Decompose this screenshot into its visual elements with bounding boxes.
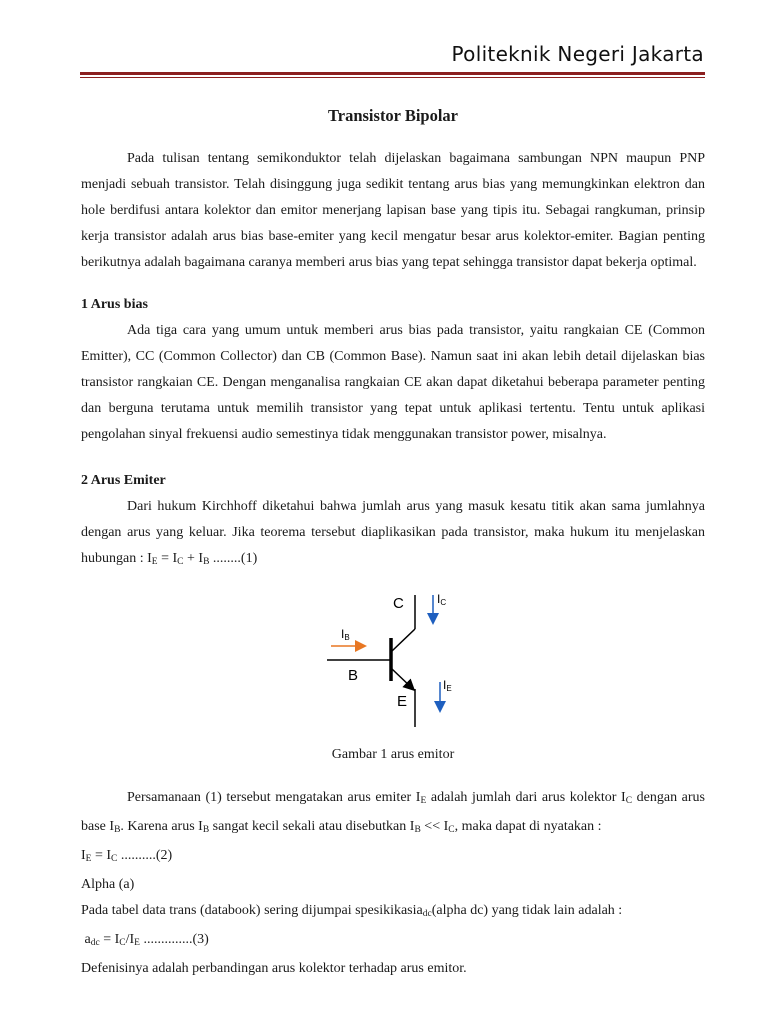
section2-paragraph [81, 494, 705, 575]
section2-text: Dari hukum Kirchhoff diketahui bahwa jumlah arus yang masuk kesatu titik akan sama jumlahnya dengan arus yang keluar. Jika teorema tersebut diaplikasikan pada transistor, maka hukum itu menjelaskan hubungan : [81, 499, 705, 566]
document-body [81, 106, 705, 982]
header-rule-thick [80, 72, 705, 75]
label-ib: IB [341, 627, 350, 642]
eq2: $I_E = I_C$ ..........(2) [81, 848, 173, 864]
label-ie: IE [443, 678, 452, 693]
spacer [81, 276, 705, 292]
header-institution: Politeknik Negeri Jakarta [451, 42, 704, 66]
eq1: $I_E = I_C + I_B$ [147, 551, 210, 567]
alpha-paragraph: Pada tabel data trans (databook) sering dijumpai spesikikasia$_{dc}$(alpha dc) yang tidak lain adalah : [81, 903, 623, 919]
npn-transistor-diagram [321, 589, 541, 734]
figure-caption: Gambar 1 arus emitor [331, 747, 455, 762]
label-e: E [397, 693, 408, 710]
eq3: $a_{dc} = I_C/I_E$ ..............(3) [81, 932, 209, 948]
section1-paragraph: Ada tiga cara yang umum untuk memberi arus bias pada transistor, yaitu rangkaian CE (Common Emitter), CC (Common Collector) dan CB (Common Base). Namun saat ini akan lebih detail dijelaskan bias transistor rangkaian CE. Dengan menganalisa rangkaian CE akan dapat diketahui beberapa parameter penting dan berguna terutama untuk memilih transistor yang tepat untuk aplikasi tertentu. Tentu untuk aplikasi pengolahan sinyal frekuensi audio semestinya tidak menggunakan transistor power, misalnya. [81, 323, 705, 442]
emitter-arrow [392, 669, 413, 689]
spacer [81, 765, 705, 785]
definition-paragraph: Defenisinya adalah perbandingan arus kolektor terhadap arus emitor. [81, 961, 467, 976]
transistor-figure [81, 589, 705, 739]
eq-sub: C [177, 557, 184, 567]
eq-sub: B [203, 557, 210, 567]
section1-heading: 1 Arus bias [81, 297, 148, 312]
label-c: C [393, 595, 404, 612]
spacer [81, 448, 705, 468]
eq-sub: E [151, 557, 158, 567]
section2-heading: 2 Arus Emiter [81, 473, 166, 488]
label-b: B [348, 667, 359, 684]
document-title: Transistor Bipolar [327, 106, 459, 125]
label-ic: IC [437, 592, 447, 607]
eq1-number: ........(1) [209, 551, 258, 566]
alpha-heading: Alpha (a) [81, 877, 135, 892]
intro-paragraph: Pada tulisan tentang semikonduktor telah dijelaskan bagaimana sambungan NPN maupun PNP menjadi sebuah transistor. Telah disinggung juga sedikit tentang arus bias yang memungkinkan elektron dan hole berdifusi antara kolektor dan emitor menerjang lapisan base yang tipis itu. Sebagai rangkuman, prinsip kerja transistor adalah arus bias base-emiter yang kecil mengatur besar arus kolektor-emiter. Bagian penting berikutnya adalah bagaimana caranya memberi arus bias yang tepat sehingga transistor dapat bekerja optimal. [81, 151, 705, 270]
collector-junction [392, 629, 415, 651]
header-rule-thin [80, 77, 705, 78]
after-figure-paragraph: Persamanaan (1) tersebut mengatakan arus emiter $I_E$ adalah jumlah dari arus kolektor $I_C$ dengan arus base $I_B$. Karena arus $I_B$ sangat kecil sekali atau disebutkan $I_B << I_C$, maka dapat di nyatakan : [81, 790, 705, 835]
